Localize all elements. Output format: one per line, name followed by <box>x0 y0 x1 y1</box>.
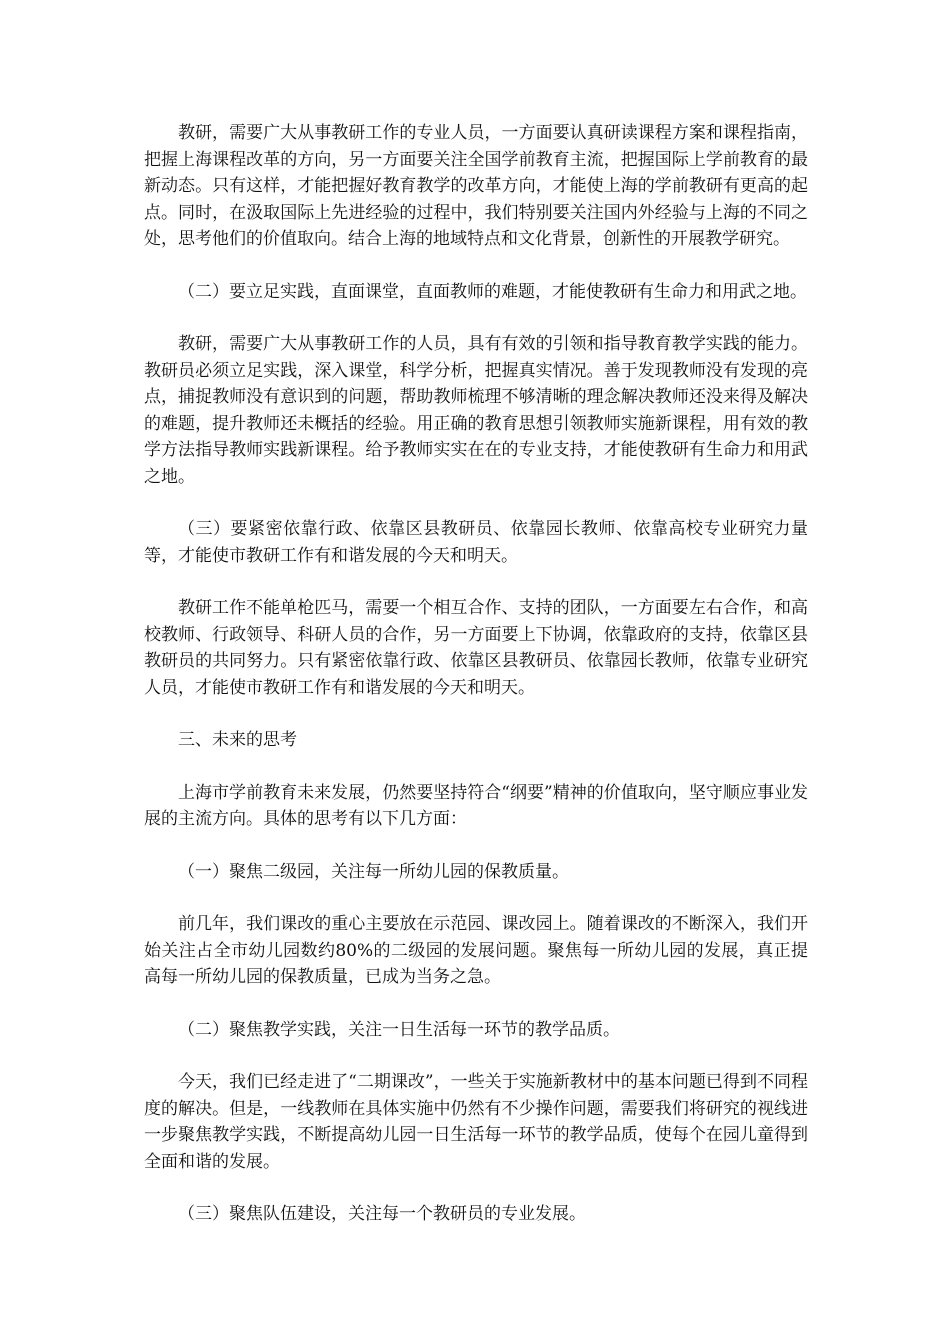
subheading-practice: （二）要立足实践，直面课堂，直面教师的难题，才能使教研有生命力和用武之地。 <box>178 281 807 302</box>
paragraph-cooperation: 教研工作不能单枪匹马，需要一个相互合作、支持的团队，一方面要左右合作，和高校教师、行政领导、科研人员的合作，另一方面要上下协调，依靠政府的支持，依靠区县教研员的共同努力。只有紧密依靠行政、依靠区县教研员、依靠园长教师，依靠专业研究人员，才能使市教研工作有和谐发展的今天和明天。 <box>144 598 808 698</box>
paragraph-level-two: 前几年，我们课改的重心主要放在示范园、课改园上。随着课改的不断深入，我们开始关注占全市幼儿园数约80%的二级园的发展问题。聚焦每一所幼儿园的发展，真正提高每一所幼儿园的保教质量，已成为当务之急。 <box>144 914 808 987</box>
subheading-team-building: （三）聚焦队伍建设，关注每一个教研员的专业发展。 <box>178 1204 586 1224</box>
subheading-level-two: （一）聚焦二级园，关注每一所幼儿园的保教质量。 <box>178 861 569 882</box>
paragraph-future-intro: 上海市学前教育未来发展，仍然要坚持符合“纲要”精神的价值取向，坚守顺应事业发展的主流方向。具体的思考有以下几方面： <box>144 782 808 829</box>
paragraph-practice: 教研，需要广大从事教研工作的人员，具有有效的引领和指导教育教学实践的能力。教研员必须立足实践，深入课堂，科学分析，把握真实情况。善于发现教师没有发现的亮点，捕捉教师没有意识到的问题，帮助教师梳理不够清晰的理念解决教师还没来得及解决的难题，提升教师还未概括的经验。用正确的教育思想引领教师实施新课程，用有效的教学方法指导教师实践新课程。给予教师实实在在的专业支持，才能使教研有生命力和用武之地。 <box>144 334 808 487</box>
section-heading-future: 三、未来的思考 <box>178 730 297 750</box>
document-page <box>144 120 808 1254</box>
subheading-cooperation: （三）要紧密依靠行政、依靠区县教研员、依靠园长教师、依靠高校专业研究力量等，才能使市教研工作有和谐发展的今天和明天。 <box>144 519 808 566</box>
paragraph-teaching-research-intl: 教研，需要广大从事教研工作的专业人员，一方面要认真研读课程方案和课程指南，把握上海课程改革的方向，另一方面要关注全国学前教育主流，把握国际上学前教育的最新动态。只有这样，才能把握好教育教学的改革方向，才能使上海的学前教研有更高的起点。同时，在汲取国际上先进经验的过程中，我们特别要关注国内外经验与上海的不同之处，思考他们的价值取向。结合上海的地域特点和文化背景，创新性的开展教学研究。 <box>144 123 808 249</box>
subheading-teaching-practice: （二）聚焦教学实践，关注一日生活每一环节的教学品质。 <box>178 1019 620 1040</box>
paragraph-teaching-practice: 今天，我们已经走进了“二期课改”，一些关于实施新教材中的基本问题已得到不同程度的解决。但是，一线教师在具体实施中仍然有不少操作问题，需要我们将研究的视线进一步聚焦教学实践，不断提高幼儿园一日生活每一环节的教学品质，使每个在园儿童得到全面和谐的发展。 <box>144 1072 808 1172</box>
